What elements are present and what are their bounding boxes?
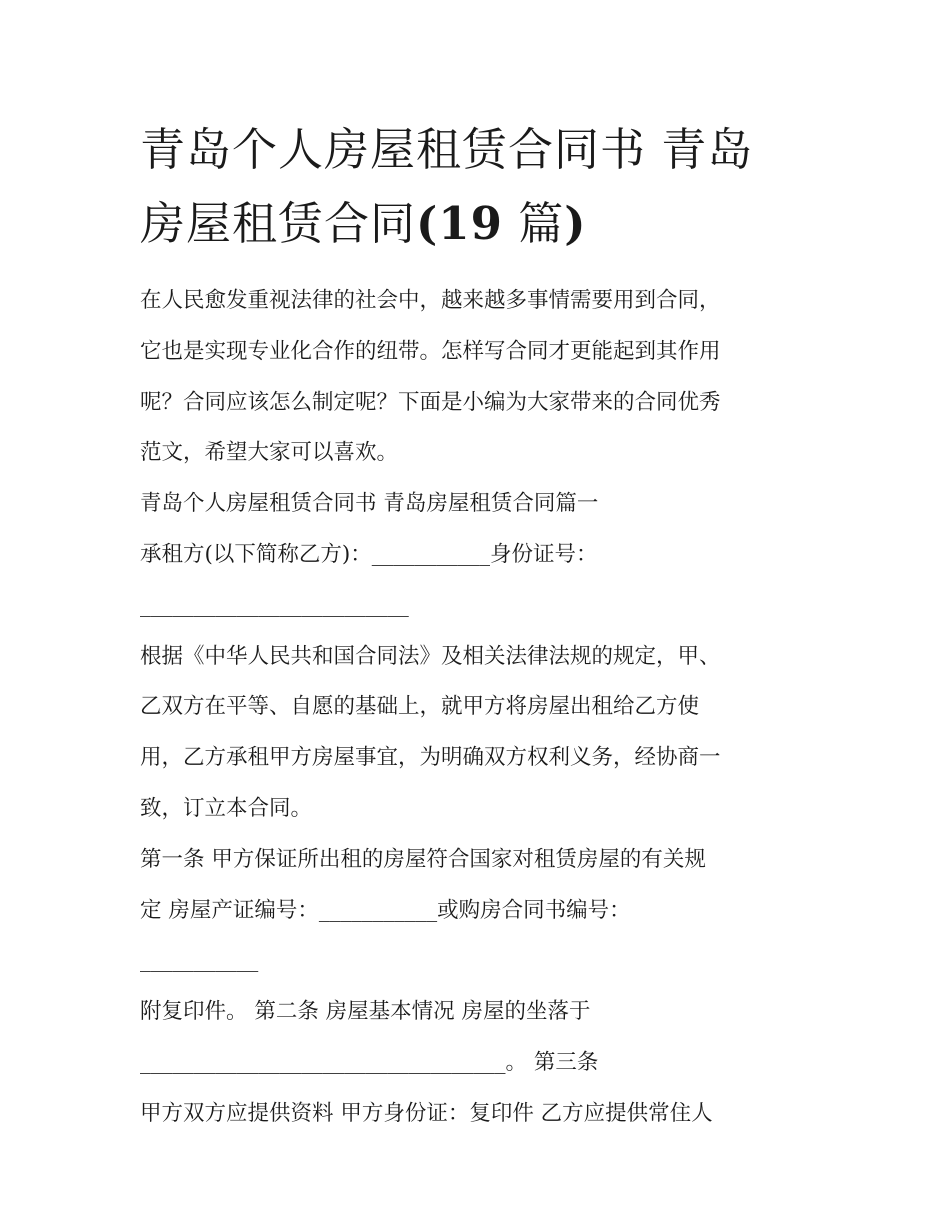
body-line: 甲方双方应提供资料 甲方身份证：复印件 乙方应提供常住人 bbox=[140, 1100, 713, 1126]
document-body bbox=[140, 276, 830, 1140]
title-line-1: 青岛个人房屋租赁合同书 青岛 bbox=[140, 123, 754, 176]
title-count-unit: 篇 bbox=[502, 197, 565, 250]
body-line: 在人民愈发重视法律的社会中，越来越多事情需要用到合同， bbox=[140, 288, 721, 313]
body-line: 附复印件。 第二条 房屋基本情况 房屋的坐落于 bbox=[140, 999, 591, 1025]
title-line-2-text: 房屋租赁合同 bbox=[140, 197, 417, 250]
body-line: 用，乙方承租甲方房屋事宜，为明确双方权利义务，经协商一 bbox=[140, 745, 721, 771]
blank-line: ___________ bbox=[140, 948, 259, 974]
body-line: 它也是实现专业化合作的纽带。怎样写合同才更能起到其作用 bbox=[140, 338, 721, 364]
body-line: 定 房屋产证编号：___________或购房合同书编号： bbox=[140, 897, 631, 923]
body-line: 第一条 甲方保证所出租的房屋符合国家对租赁房屋的有关规 bbox=[140, 846, 706, 872]
document-title bbox=[140, 113, 830, 261]
body-line: 致，订立本合同。 bbox=[140, 795, 313, 821]
body-line: 根据《中华人民共和国合同法》及相关法律法规的规定，甲、 bbox=[140, 643, 721, 669]
section-heading: 青岛个人房屋租赁合同书 青岛房屋租赁合同篇一 bbox=[140, 491, 599, 517]
body-line: 呢？合同应该怎么制定呢？下面是小编为大家带来的合同优秀 bbox=[140, 389, 721, 415]
body-line: 乙双方在平等、自愿的基础上，就甲方将房屋出租给乙方使 bbox=[140, 694, 700, 720]
body-line: __________________________________。 第三条 bbox=[140, 1049, 599, 1075]
body-line: 承租方(以下简称乙方)：___________身份证号： bbox=[140, 541, 598, 567]
blank-line: _________________________ bbox=[140, 592, 409, 618]
title-count-open: (19 bbox=[416, 197, 503, 250]
body-line: 范文，希望大家可以喜欢。 bbox=[140, 440, 399, 466]
title-count-close: ) bbox=[564, 197, 587, 250]
